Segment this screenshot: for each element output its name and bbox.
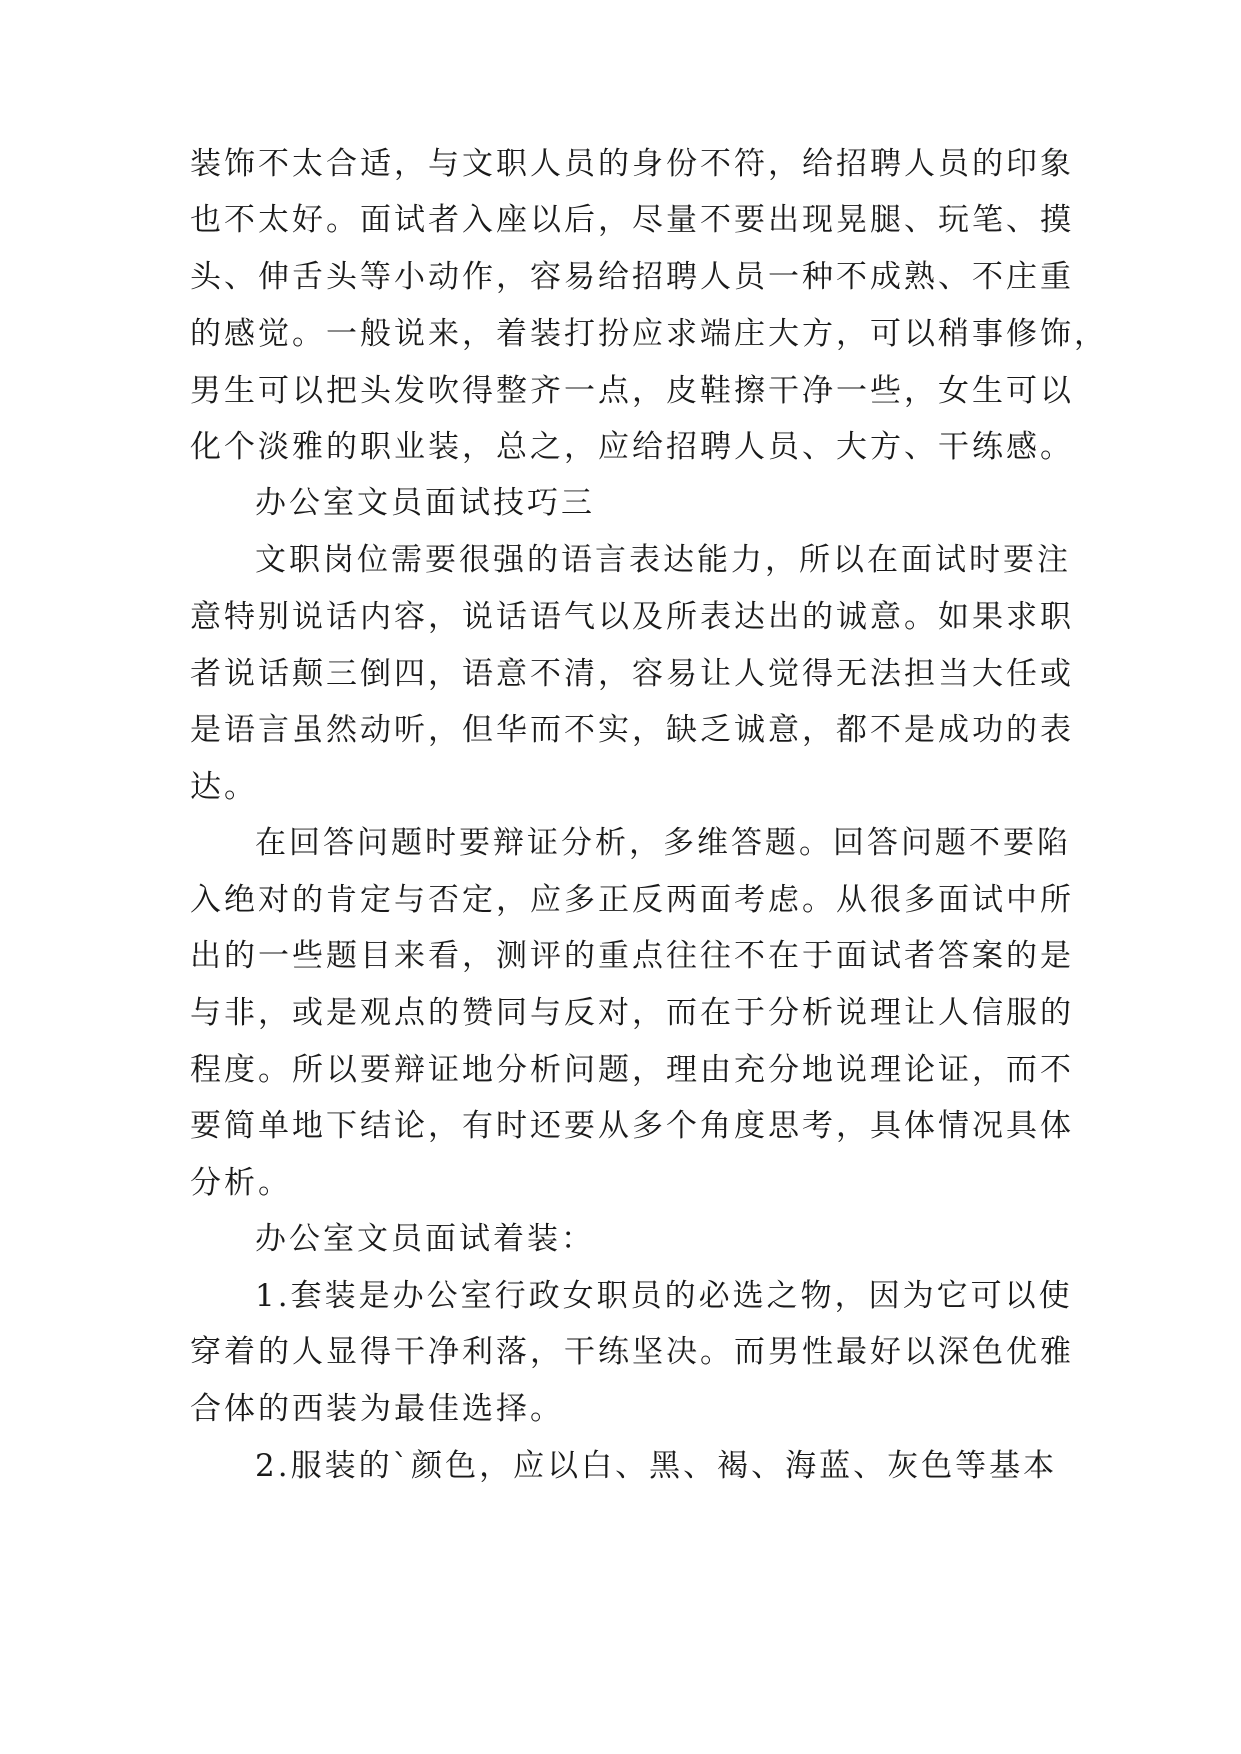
text-line: 与非，或是观点的赞同与反对，而在于分析说理让人信服的 (190, 995, 1074, 1031)
text-line: 在回答问题时要辩证分析，多维答题。回答问题不要陷 (255, 825, 1071, 861)
text-line: 程度。所以要辩证地分析问题，理由充分地说理论证，而不 (190, 1052, 1074, 1088)
section-heading: 办公室文员面试着装： (255, 1221, 595, 1257)
text-line: 2.服装的`颜色，应以白、黑、褐、海蓝、灰色等基本 (255, 1448, 1058, 1484)
text-line: 出的一些题目来看，测评的重点往往不在于面试者答案的是 (190, 938, 1074, 974)
text-line: 也不太好。面试者入座以后，尽量不要出现晃腿、玩笔、摸 (190, 202, 1074, 238)
text-line: 1.套装是办公室行政女职员的必选之物，因为它可以使 (255, 1278, 1073, 1314)
text-line: 分析。 (190, 1165, 292, 1201)
text-line: 男生可以把头发吹得整齐一点，皮鞋擦干净一些，女生可以 (190, 373, 1074, 409)
text-line: 要简单地下结论，有时还要从多个角度思考，具体情况具体 (190, 1108, 1074, 1144)
text-line: 化个淡雅的职业装，总之，应给招聘人员、大方、干练感。 (190, 429, 1074, 465)
text-line: 合体的西装为最佳选择。 (190, 1391, 564, 1427)
text-line: 是语言虽然动听，但华而不实，缺乏诚意，都不是成功的表 (190, 712, 1074, 748)
text-line: 的感觉。一般说来，着装打扮应求端庄大方，可以稍事修饰， (190, 316, 1108, 352)
text-line: 入绝对的肯定与否定，应多正反两面考虑。从很多面试中所 (190, 882, 1074, 918)
text-line: 头、伸舌头等小动作，容易给招聘人员一种不成熟、不庄重 (190, 259, 1074, 295)
text-line: 穿着的人显得干净利落，干练坚决。而男性最好以深色优雅 (190, 1334, 1074, 1370)
text-line: 意特别说话内容，说话语气以及所表达出的诚意。如果求职 (190, 599, 1074, 635)
text-line: 装饰不太合适，与文职人员的身份不符，给招聘人员的印象 (190, 146, 1074, 182)
text-line: 文职岗位需要很强的语言表达能力，所以在面试时要注 (255, 542, 1071, 578)
section-heading: 办公室文员面试技巧三 (255, 485, 595, 521)
text-line: 者说话颠三倒四，语意不清，容易让人觉得无法担当大任或 (190, 656, 1074, 692)
text-line: 达。 (190, 769, 258, 805)
